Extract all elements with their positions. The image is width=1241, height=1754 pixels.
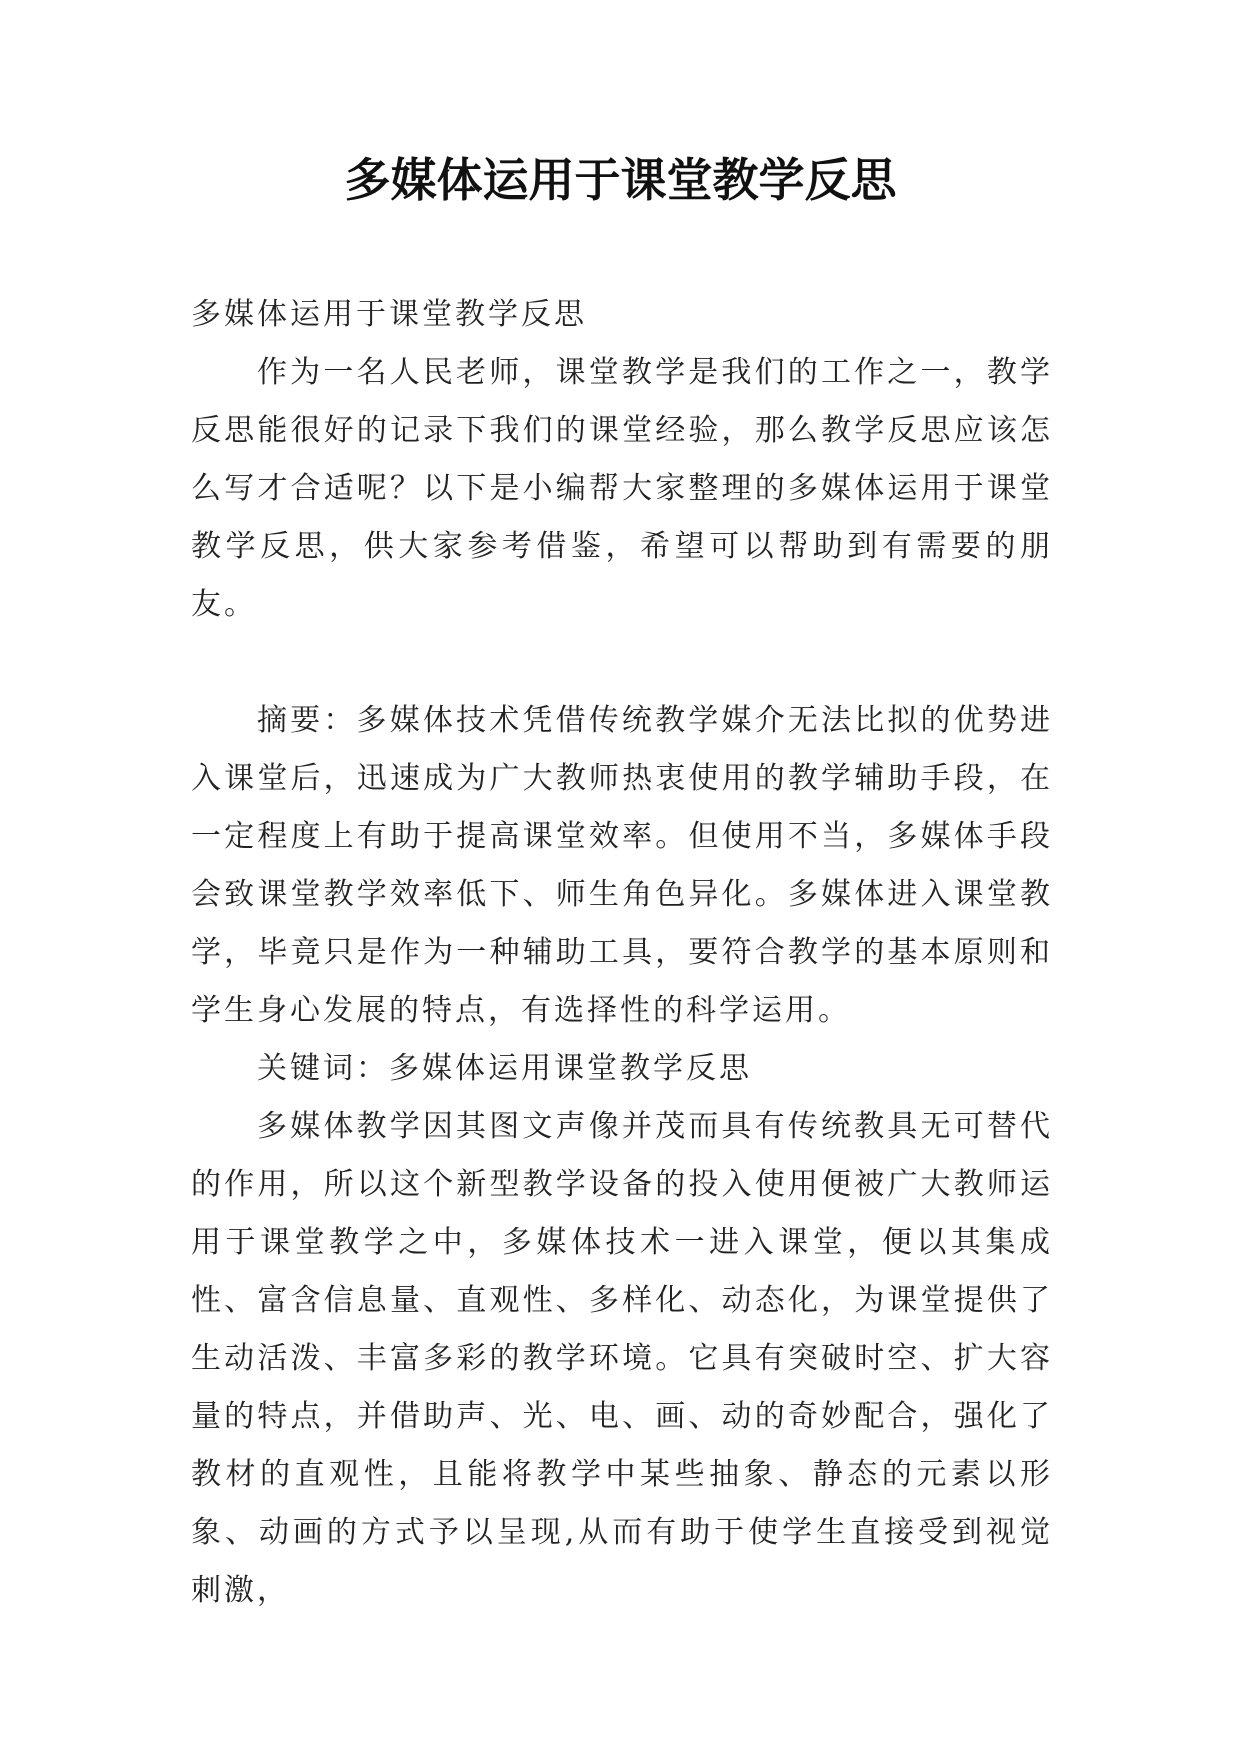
document-body [191,286,1053,1620]
keywords-line: 关键词：多媒体运用课堂教学反思 [257,1051,752,1086]
abstract-paragraph: 摘要：多媒体技术凭借传统教学媒介无法比拟的优势进入课堂后，迅速成为广大教师热衷使用的教学辅助手段，在一定程度上有助于提高课堂效率。但使用不当，多媒体手段会致课堂教学效率低下、师生角色异化。多媒体进入课堂教学，毕竟只是作为一种辅助工具，要符合教学的基本原则和学生身心发展的特点，有选择性的科学运用。 [191,703,1053,1028]
paragraph-spacer [191,634,1053,692]
document-title: 多媒体运用于课堂教学反思 [344,153,897,207]
body-paragraph: 多媒体教学因其图文声像并茂而具有传统教具无可替代的作用，所以这个新型教学设备的投入使用便被广大教师运用于课堂教学之中，多媒体技术一进入课堂，便以其集成性、富含信息量、直观性、多样化、动态化，为课堂提供了生动活泼、丰富多彩的教学环境。它具有突破时空、扩大容量的特点，并借助声、光、电、画、动的奇妙配合，强化了教材的直观性，且能将教学中某些抽象、静态的元素以形象、动画的方式予以呈现,从而有助于使学生直接受到视觉刺激， [191,1109,1053,1608]
intro-paragraph: 作为一名人民老师，课堂教学是我们的工作之一，教学反思能很好的记录下我们的课堂经验，那么教学反思应该怎么写才合适呢？以下是小编帮大家整理的多媒体运用于课堂教学反思，供大家参考借鉴，希望可以帮助到有需要的朋友。 [191,355,1053,622]
subtitle-line: 多媒体运用于课堂教学反思 [191,297,587,332]
